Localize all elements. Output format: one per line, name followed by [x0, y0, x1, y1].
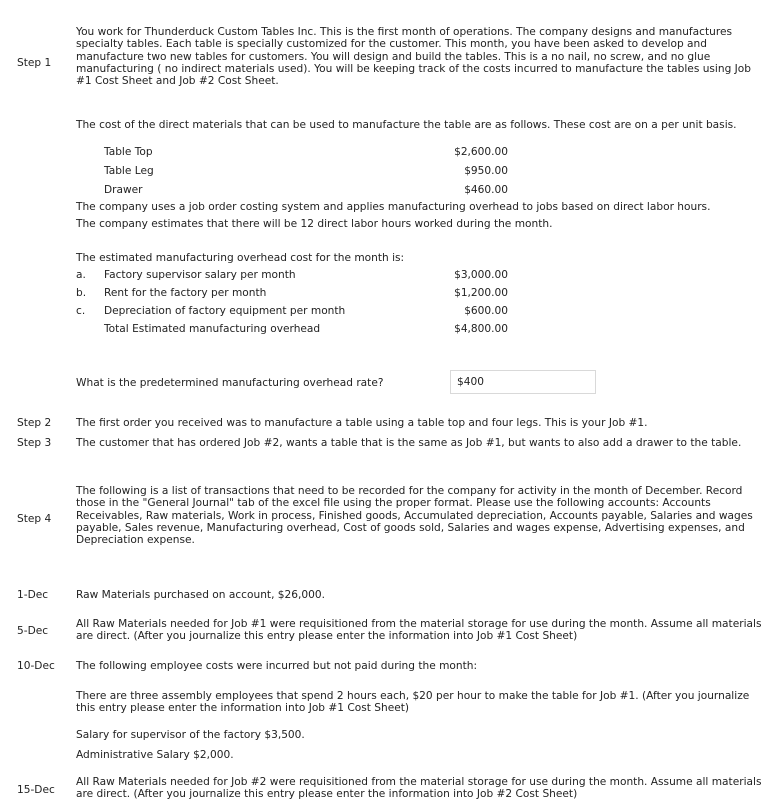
- question-text: What is the predetermined manufacturing overhead rate?: [76, 377, 384, 389]
- overhead-total-value: $4,800.00: [454, 323, 508, 335]
- supervisor-salary-text: Salary for supervisor of the factory $3,500.: [76, 729, 305, 741]
- overhead-key: b.: [76, 287, 87, 299]
- material-cost: $950.00: [464, 165, 508, 177]
- transaction-date: 5-Dec: [17, 625, 49, 637]
- material-cost: $2,600.00: [454, 146, 508, 158]
- overhead-name: Factory supervisor salary per month: [104, 269, 296, 281]
- material-name: Table Top: [104, 146, 153, 158]
- material-cost: $460.00: [464, 184, 508, 196]
- overhead-total-label: Total Estimated manufacturing overhead: [104, 323, 321, 335]
- transaction-text: All Raw Materials needed for Job #2 were requisitioned from the material storage for use during the month. Assume all materials are direct. (After you journalize this entry please enter the information into Job #2 Cost Sheet): [76, 776, 762, 801]
- overhead-cost: $3,000.00: [454, 269, 508, 281]
- costing-note: The company uses a job order costing system and applies manufacturing overhead to jobs based on direct labor hours.: [76, 201, 711, 213]
- material-name: Drawer: [104, 184, 143, 196]
- transaction-text: Raw Materials purchased on account, $26,000.: [76, 589, 325, 601]
- overhead-row: [76, 305, 766, 319]
- overhead-key: a.: [76, 269, 86, 281]
- answer-field[interactable]: $400: [450, 370, 596, 394]
- overhead-cost: $1,200.00: [454, 287, 508, 299]
- overhead-key: c.: [76, 305, 86, 317]
- hours-note: The company estimates that there will be 12 direct labor hours worked during the month.: [76, 218, 553, 230]
- step-3-label: Step 3: [17, 437, 52, 449]
- overhead-intro: The estimated manufacturing overhead cost for the month is:: [76, 252, 405, 264]
- transaction-date: 15-Dec: [17, 784, 55, 796]
- material-name: Table Leg: [104, 165, 154, 177]
- step-2-text: The first order you received was to manufacture a table using a table top and four legs. This is your Job #1.: [76, 417, 648, 429]
- step-2-label: Step 2: [17, 417, 52, 429]
- step-3-text: The customer that has ordered Job #2, wants a table that is the same as Job #1, but wants to also add a drawer to the table.: [76, 437, 742, 449]
- overhead-cost: $600.00: [464, 305, 508, 317]
- transaction-text: All Raw Materials needed for Job #1 were requisitioned from the material storage for use during the month. Assume all materials are direct. (After you journalize this entry please enter the information into Job #1 Cost Sheet): [76, 618, 762, 643]
- assembly-text: There are three assembly employees that spend 2 hours each, $20 per hour to make the table for Job #1. (After you journalize this entry please enter the information into Job #1 Cost Sheet): [76, 690, 750, 715]
- overhead-total-row: [76, 323, 766, 337]
- intro-paragraph: You work for Thunderduck Custom Tables Inc. This is the first month of operations. The company designs and manufactures specialty tables. Each table is specially customized for the customer. This month, you have been asked to develop and manufacture two new tables for customers. You will design and build the tables. This is a no nail, no screw, and no glue manufacturing ( no indirect materials used). You will be keeping track of the costs incurred to manufacture the tables using Job #1 Cost Sheet and Job #2 Cost Sheet.: [76, 26, 752, 88]
- step-4-label: Step 4: [17, 513, 52, 525]
- overhead-row: [76, 269, 766, 283]
- materials-intro: The cost of the direct materials that can be used to manufacture the table are as follows. These cost are on a per unit basis.: [76, 119, 737, 131]
- admin-salary-text: Administrative Salary $2,000.: [76, 749, 234, 761]
- step-4-text: The following is a list of transactions that need to be recorded for the company for activity in the month of December. Record those in the "General Journal" tab of the excel file using the proper format. Please use the following accounts: Accounts Receivables, Raw materials, Work in process, Finished goods, Accumulated depreciation, Accounts payable, Salaries and wages payable, Sales revenue, Manufacturing overhead, Cost of goods sold, Salaries and wages expense, Advertising expenses, and Depreciation expense.: [76, 485, 753, 547]
- overhead-row: [76, 287, 766, 301]
- overhead-name: Depreciation of factory equipment per month: [104, 305, 346, 317]
- transaction-text: The following employee costs were incurred but not paid during the month:: [76, 660, 478, 672]
- step-1-label: Step 1: [17, 57, 52, 69]
- overhead-name: Rent for the factory per month: [104, 287, 267, 299]
- transaction-date: 1-Dec: [17, 589, 49, 601]
- transaction-date: 10-Dec: [17, 660, 55, 672]
